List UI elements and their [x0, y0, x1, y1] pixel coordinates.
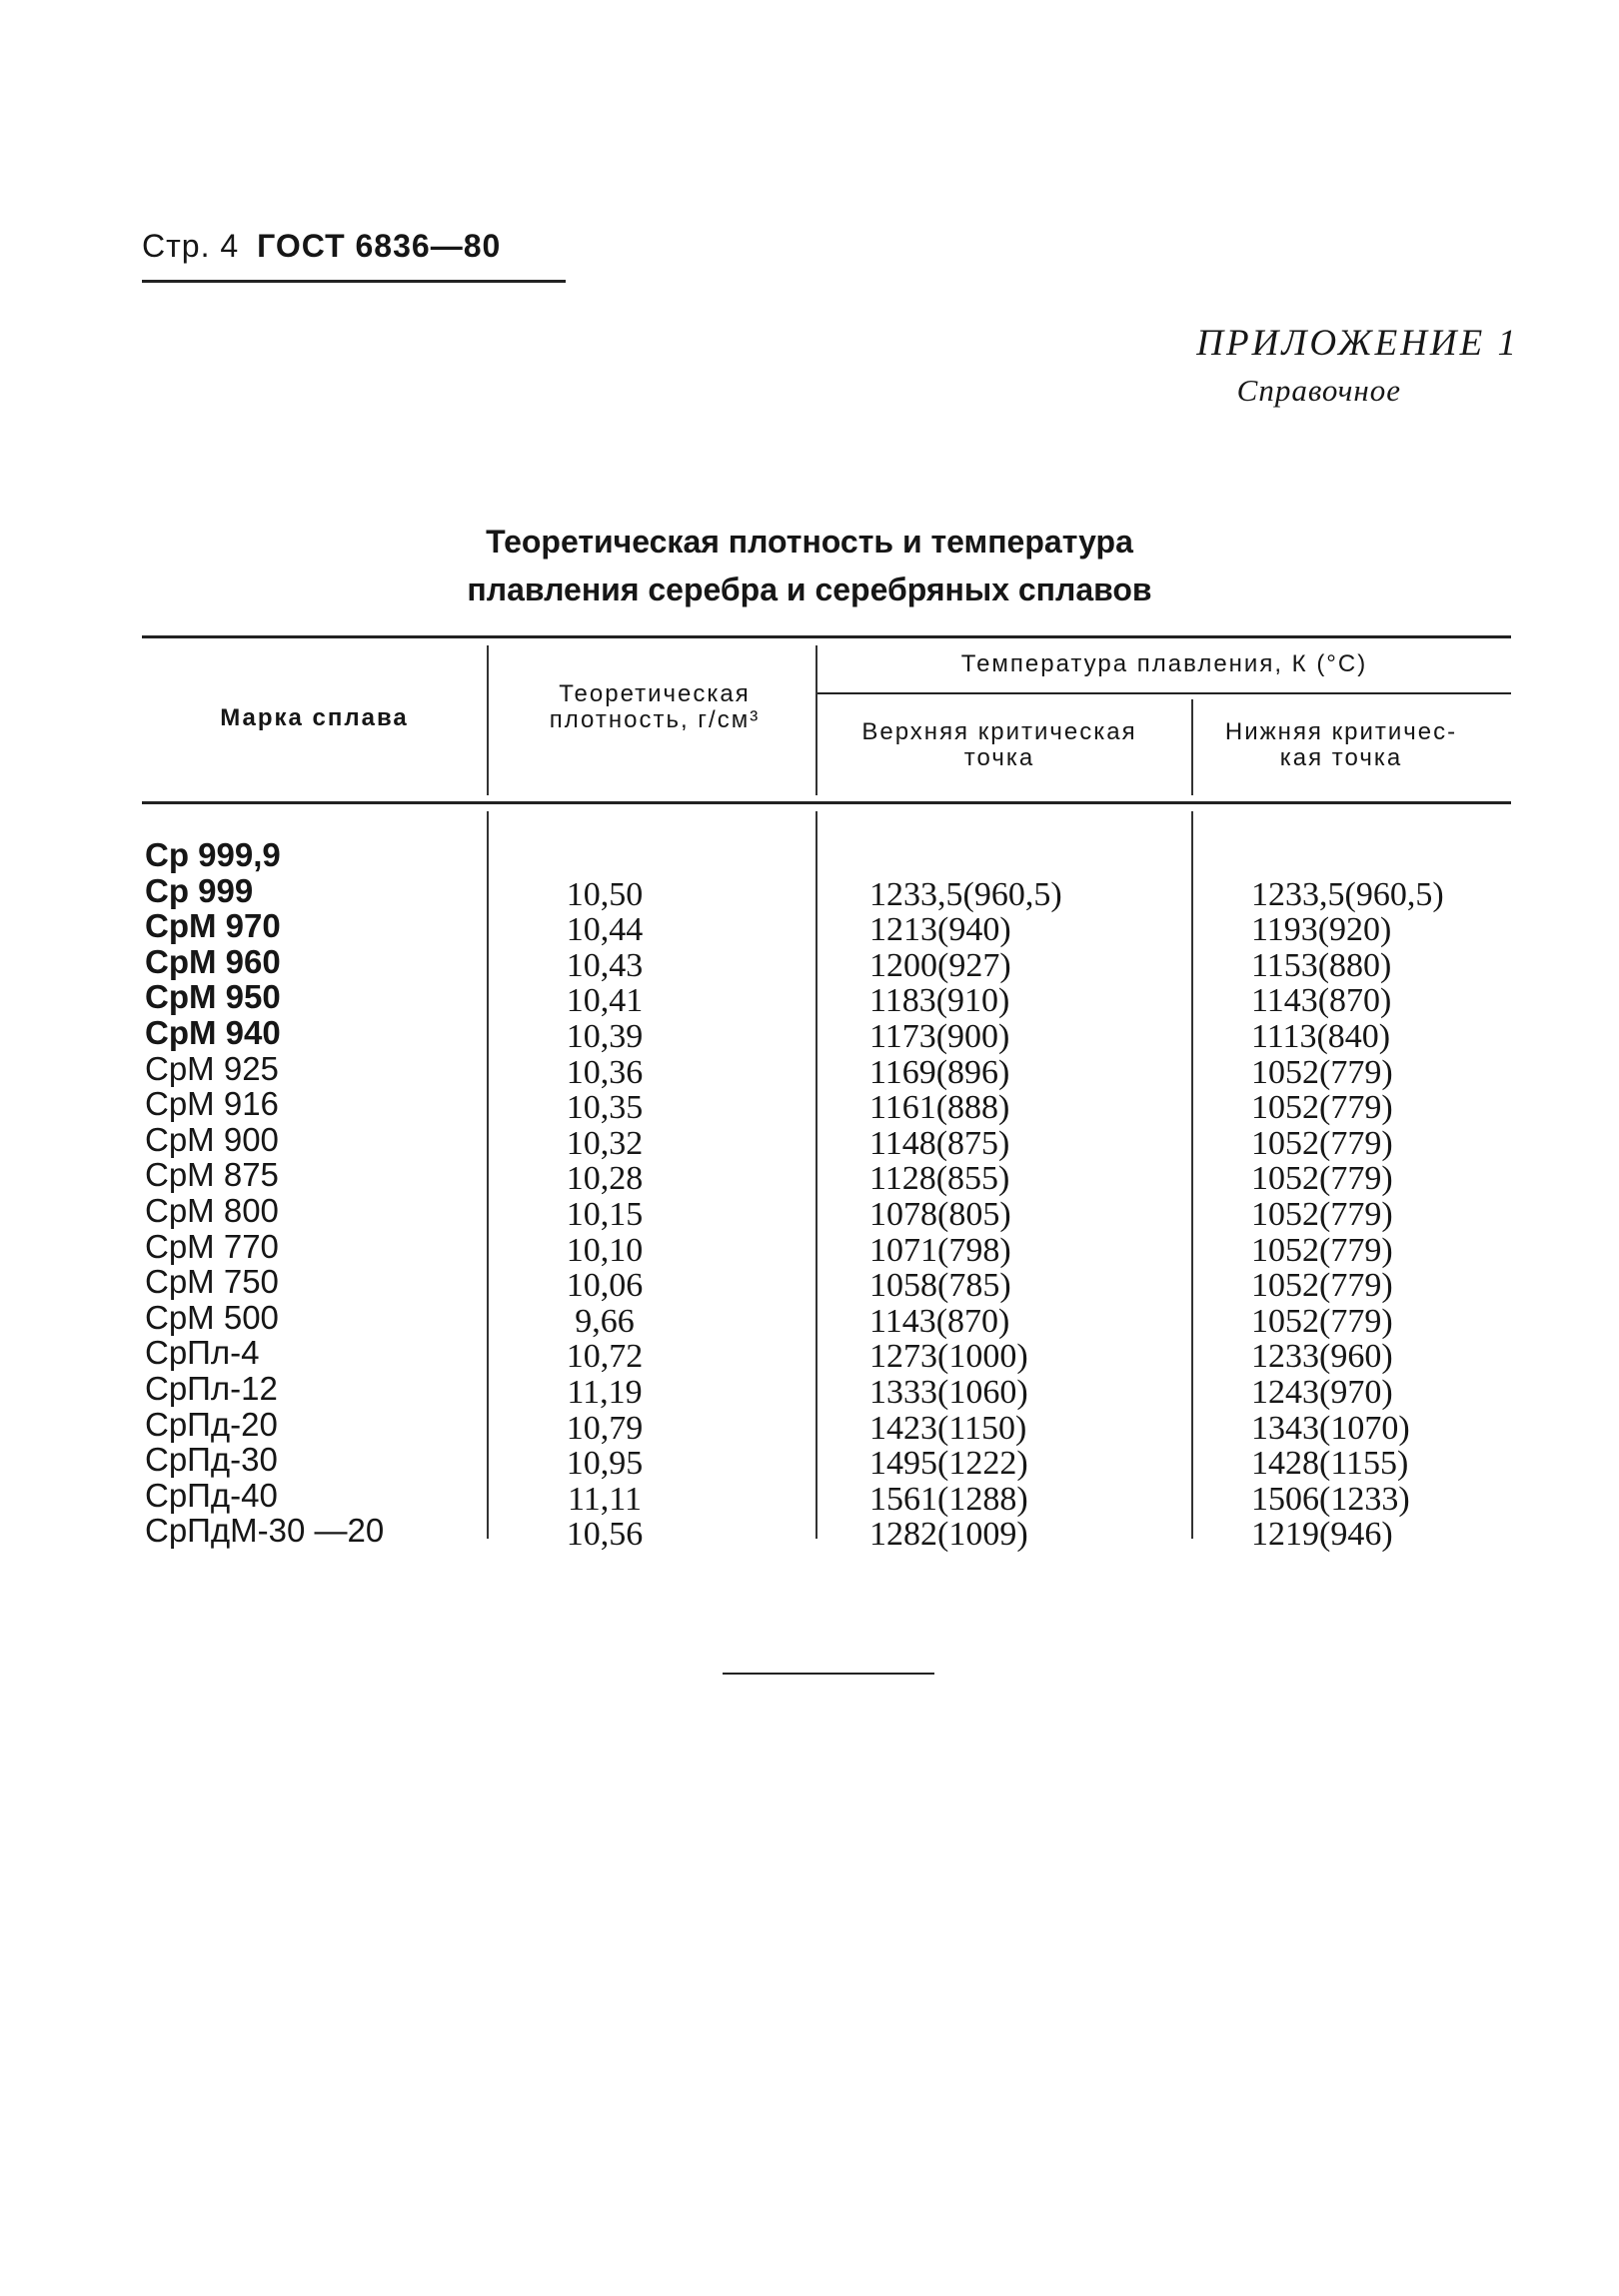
header-density: Теоретическая плотность, г/см³	[549, 680, 761, 733]
row-lower-point: 1052(779)	[1251, 1302, 1393, 1340]
row-density: 11,19	[567, 1374, 643, 1411]
row-density: 10,15	[566, 1196, 644, 1233]
table-title-line-1: Теоретическая плотность и температура	[486, 524, 1133, 560]
row-upper-point: 1183(910)	[869, 982, 1010, 1020]
row-upper-point: 1161(888)	[869, 1089, 1010, 1127]
row-lower-point: 1113(840)	[1251, 1018, 1391, 1055]
row-upper-point: 1078(805)	[869, 1196, 1011, 1233]
appendix-subtitle: Справочное	[1236, 373, 1401, 408]
row-density: 10,32	[566, 1124, 644, 1162]
row-density: 9,66	[575, 1302, 635, 1340]
row-grade: СрМ 925	[145, 1049, 279, 1087]
row-grade: СрМ 940	[145, 1014, 281, 1051]
row-grade: СрПл-4	[145, 1334, 260, 1372]
row-grade: СрМ 800	[145, 1192, 279, 1229]
row-lower-point: 1052(779)	[1251, 1089, 1393, 1127]
end-rule	[723, 1673, 934, 1675]
body-divider-1	[487, 811, 489, 1539]
row-upper-point: 1282(1009)	[869, 1516, 1028, 1554]
row-upper-point: 1423(1150)	[869, 1409, 1027, 1447]
row-lower-point: 1428(1155)	[1251, 1445, 1409, 1483]
row-density: 10,41	[566, 982, 644, 1020]
row-density: 10,95	[566, 1445, 644, 1483]
row-grade: СрМ 500	[145, 1298, 279, 1336]
header-grade: Марка сплава	[220, 704, 409, 731]
row-lower-point: 1153(880)	[1251, 946, 1392, 984]
row-density: 10,72	[566, 1338, 644, 1376]
row-lower-point: 1233,5(960,5)	[1251, 875, 1444, 913]
row-density: 10,43	[566, 946, 644, 984]
row-lower-point: 1506(1233)	[1251, 1480, 1410, 1518]
row-upper-point: 1561(1288)	[869, 1480, 1028, 1518]
row-grade: СрМ 770	[145, 1227, 279, 1265]
row-grade: СрПд-30	[145, 1441, 278, 1479]
row-upper-point: 1173(900)	[869, 1018, 1010, 1055]
row-grade: СрПд-20	[145, 1405, 278, 1443]
page-header	[142, 228, 501, 265]
row-lower-point: 1233(960)	[1251, 1338, 1393, 1376]
row-density: 10,39	[566, 1018, 644, 1055]
table-title-line-2: плавления серебра и серебряных сплавов	[467, 572, 1152, 607]
row-lower-point: 1052(779)	[1251, 1231, 1393, 1269]
row-grade: СрПдМ-30 —20	[145, 1512, 385, 1550]
header-upper: Верхняя критическая точка	[861, 718, 1137, 771]
row-lower-point: 1052(779)	[1251, 1053, 1393, 1091]
page-label: Стр. 4	[142, 228, 240, 264]
row-upper-point: 1495(1222)	[869, 1445, 1028, 1483]
header-rule	[142, 280, 566, 283]
appendix-title: ПРИЛОЖЕНИЕ 1	[1196, 323, 1519, 364]
appendix-heading	[1196, 322, 1519, 409]
header-split-rule	[817, 692, 1511, 694]
row-lower-point: 1052(779)	[1251, 1196, 1393, 1233]
row-lower-point: 1143(870)	[1251, 982, 1392, 1020]
header-lower: Нижняя критичес-кая точка	[1224, 718, 1458, 771]
row-upper-point: 1233,5(960,5)	[869, 875, 1062, 913]
row-lower-point: 1193(920)	[1251, 911, 1392, 949]
row-grade: СрМ 970	[145, 907, 281, 945]
row-upper-point: 1333(1060)	[869, 1374, 1028, 1411]
row-density: 10,35	[566, 1089, 644, 1127]
row-upper-point: 1273(1000)	[869, 1338, 1028, 1376]
row-upper-point: 1148(875)	[869, 1124, 1010, 1162]
row-upper-point: 1169(896)	[869, 1053, 1010, 1091]
row-lower-point: 1243(970)	[1251, 1374, 1393, 1411]
row-lower-point: 1343(1070)	[1251, 1409, 1410, 1447]
header-bottom-rule	[142, 801, 1511, 804]
row-grade: СрМ 875	[145, 1156, 279, 1194]
row-lower-point: 1052(779)	[1251, 1267, 1393, 1305]
row-upper-point: 1213(940)	[869, 911, 1011, 949]
row-density: 10,10	[566, 1231, 644, 1269]
row-density: 10,44	[566, 911, 644, 949]
row-upper-point: 1071(798)	[869, 1231, 1011, 1269]
body-divider-2	[815, 811, 817, 1539]
row-grade: СрПд-40	[145, 1476, 278, 1514]
row-grade: СрМ 750	[145, 1263, 279, 1301]
header-divider-1	[487, 645, 489, 795]
row-density: 11,11	[568, 1480, 642, 1518]
header-melting: Температура плавления, К (°С)	[960, 650, 1368, 677]
row-grade: Ср 999,9	[145, 836, 281, 873]
table-title	[240, 518, 1379, 613]
row-density: 10,28	[566, 1160, 644, 1198]
row-grade: СрМ 900	[145, 1120, 279, 1158]
row-lower-point: 1052(779)	[1251, 1160, 1393, 1198]
row-grade: СрМ 916	[145, 1085, 279, 1123]
standard-number: ГОСТ 6836—80	[257, 228, 502, 264]
row-density: 10,50	[566, 875, 644, 913]
row-grade: Ср 999	[145, 871, 254, 909]
row-upper-point: 1200(927)	[869, 946, 1011, 984]
header-divider-3	[1191, 699, 1193, 795]
row-upper-point: 1143(870)	[869, 1302, 1010, 1340]
row-density: 10,79	[566, 1409, 644, 1447]
row-upper-point: 1128(855)	[869, 1160, 1010, 1198]
row-grade: СрМ 960	[145, 942, 281, 980]
row-grade: СрПл-12	[145, 1370, 278, 1407]
row-density: 10,06	[566, 1267, 644, 1305]
row-density: 10,36	[566, 1053, 644, 1091]
row-density: 10,56	[566, 1516, 644, 1554]
row-lower-point: 1052(779)	[1251, 1124, 1393, 1162]
table-top-rule	[142, 635, 1511, 638]
body-divider-3	[1191, 811, 1193, 1539]
row-grade: СрМ 950	[145, 978, 281, 1016]
row-lower-point: 1219(946)	[1251, 1516, 1393, 1554]
row-upper-point: 1058(785)	[869, 1267, 1011, 1305]
